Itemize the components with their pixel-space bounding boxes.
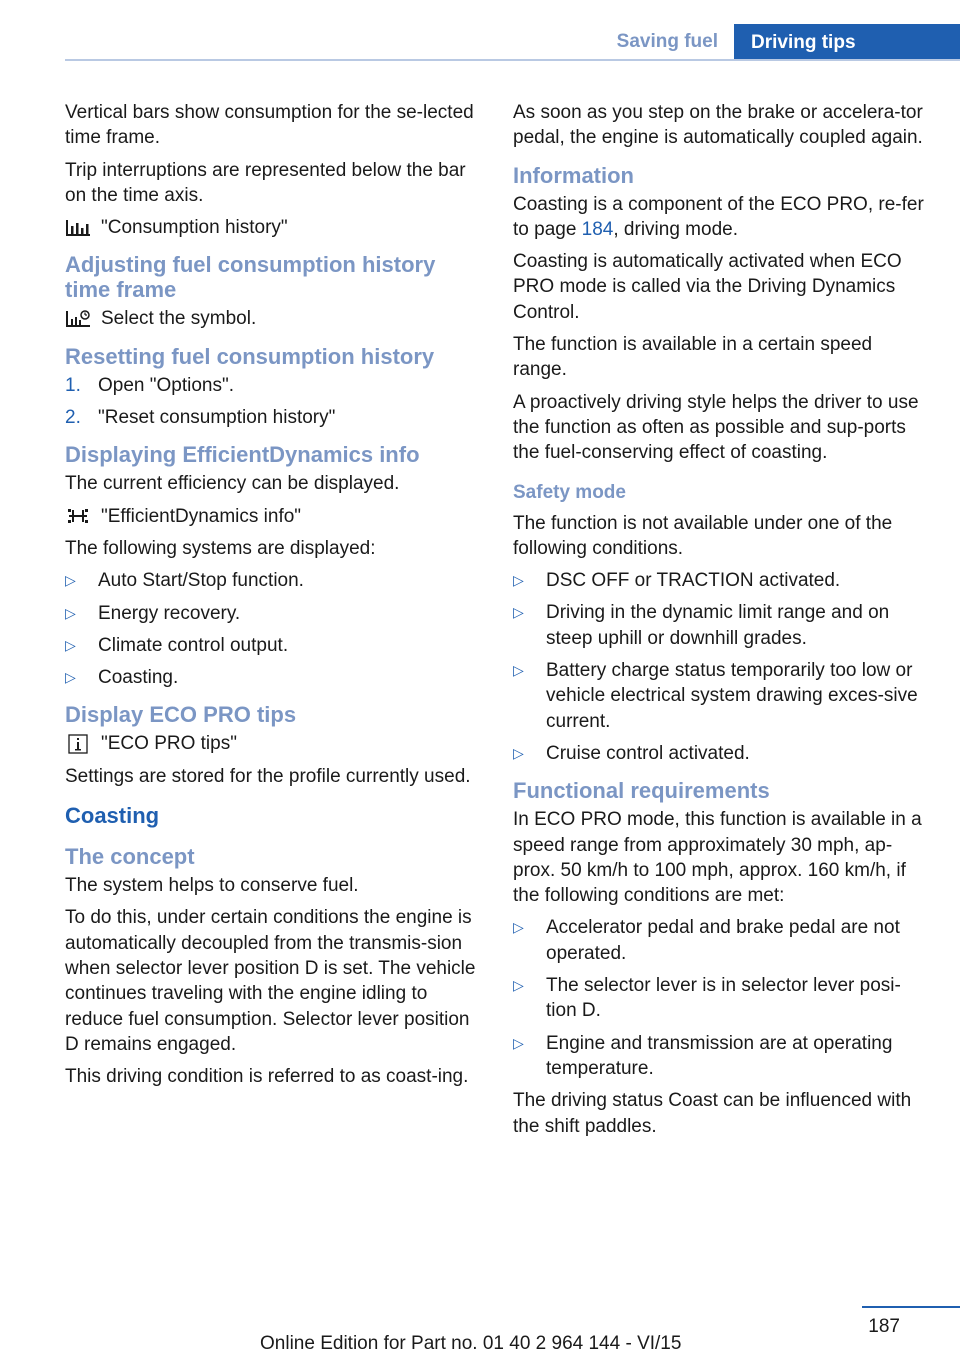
paragraph: As soon as you step on the brake or accelera-tor pedal, the engine is automatically coupled again. — [513, 102, 923, 149]
step-number: 1. — [65, 374, 81, 396]
bullet-icon: ▷ — [65, 669, 76, 686]
header-divider — [65, 59, 960, 61]
item-text: DSC OFF or TRACTION activated. — [546, 570, 841, 592]
eco-pro-tips-line — [65, 731, 480, 756]
item-text: Energy recovery. — [98, 602, 241, 624]
list-item — [65, 373, 480, 398]
systems-list — [65, 568, 480, 690]
list-item — [513, 568, 928, 593]
item-text: Climate control output. — [98, 634, 289, 656]
paragraph: The function is available in a certain speed range. — [513, 334, 873, 381]
bullet-icon: ▷ — [513, 1034, 524, 1051]
list-item — [513, 658, 928, 734]
text: Coasting is a component of the ECO PRO, re-fer to page — [513, 193, 924, 240]
page-number: 187 — [868, 1316, 900, 1337]
heading-reset-history: Resetting fuel consumption history — [65, 343, 435, 369]
list-item — [513, 600, 928, 651]
paragraph: Settings are stored for the profile currently used. — [65, 765, 471, 787]
step-text: "Reset consumption history" — [98, 407, 336, 429]
consumption-history-line — [65, 215, 480, 240]
paragraph: In ECO PRO mode, this function is available in a speed range from approximately 30 mph, ap-prox. 50 km/h to 100 mph, approx. 160 km/h, if the following conditions are met: — [513, 809, 922, 907]
paragraph: The driving status Coast can be influenced with the shift paddles. — [513, 1090, 912, 1137]
list-item — [513, 741, 928, 766]
heading-functional-requirements: Functional requirements — [513, 778, 770, 804]
time-frame-icon — [65, 309, 91, 329]
item-text: Driving in the dynamic limit range and on steep uphill or downhill grades. — [546, 602, 890, 649]
left-column — [65, 100, 480, 1096]
list-item — [65, 633, 480, 658]
item-text: Accelerator pedal and brake pedal are not operated. — [546, 917, 900, 964]
item-text: Engine and transmission are at operating temperature. — [546, 1032, 893, 1079]
bullet-icon: ▷ — [513, 572, 524, 589]
page-link[interactable]: 184 — [581, 218, 614, 240]
paragraph: Vertical bars show consumption for the se-lected time frame. — [65, 102, 474, 149]
list-item — [65, 601, 480, 626]
select-symbol-line — [65, 306, 480, 331]
paragraph: To do this, under certain conditions the engine is automatically decoupled from the transmis-sion when selector lever position D is set. The vehicle continues traveling with the engine idling to reduce fuel consumption. Selector lever position D remains engaged. — [65, 907, 476, 1055]
edition-footer: Online Edition for Part no. 01 40 2 964 144 - VI/15 — [260, 1333, 682, 1354]
heading-safety-mode: Safety mode — [513, 481, 626, 503]
footer-divider — [862, 1306, 960, 1308]
item-text: Cruise control activated. — [546, 742, 750, 764]
page-header — [65, 0, 960, 62]
consumption-history-icon — [65, 218, 91, 238]
paragraph: Trip interruptions are represented below the bar on the time axis. — [65, 159, 466, 206]
paragraph: The following systems are displayed: — [65, 537, 376, 559]
heading-eco-pro-tips: Display ECO PRO tips — [65, 702, 297, 728]
paragraph: Coasting is automatically activated when ECO PRO mode is called via the Driving Dynamics Control. — [513, 251, 902, 323]
heading-adjust-time-frame: Adjusting fuel consumption history time frame — [65, 252, 436, 303]
bullet-icon: ▷ — [513, 744, 524, 761]
bullet-icon: ▷ — [65, 572, 76, 589]
list-item — [65, 405, 480, 430]
header-section-label[interactable]: Saving fuel — [616, 31, 718, 52]
paragraph: This driving condition is referred to as coast-ing. — [65, 1066, 469, 1088]
bullet-icon: ▷ — [513, 604, 524, 621]
list-item — [65, 568, 480, 593]
item-text: Coasting. — [98, 667, 179, 689]
efficientdynamics-icon — [65, 506, 91, 526]
text: , driving mode. — [613, 218, 738, 240]
list-item — [513, 1031, 928, 1082]
step-text: Open "Options". — [98, 374, 235, 396]
bullet-icon: ▷ — [513, 919, 524, 936]
bullet-icon: ▷ — [65, 636, 76, 653]
icon-caption: Select the symbol. — [101, 308, 257, 330]
bullet-icon: ▷ — [513, 977, 524, 994]
safety-conditions-list — [513, 568, 928, 766]
list-item — [513, 915, 928, 966]
reset-steps-list — [65, 373, 480, 431]
list-item — [513, 973, 928, 1024]
paragraph: The system helps to conserve fuel. — [65, 875, 359, 897]
header-chapter-tab[interactable]: Driving tips — [734, 24, 960, 61]
icon-caption: "Consumption history" — [101, 217, 288, 239]
paragraph: The current efficiency can be displayed. — [65, 473, 400, 495]
list-item — [65, 665, 480, 690]
item-text: Auto Start/Stop function. — [98, 570, 304, 592]
paragraph — [513, 192, 928, 243]
heading-the-concept: The concept — [65, 844, 195, 870]
right-column — [513, 100, 928, 1146]
heading-information: Information — [513, 162, 634, 188]
bullet-icon: ▷ — [513, 662, 524, 679]
icon-caption: "ECO PRO tips" — [101, 733, 237, 755]
item-text: Battery charge status temporarily too low or vehicle electrical system drawing exces-sive current. — [546, 660, 918, 732]
heading-coasting: Coasting — [65, 803, 160, 829]
step-number: 2. — [65, 407, 81, 429]
heading-efficientdynamics: Displaying EfficientDynamics info — [65, 442, 420, 468]
paragraph: The function is not available under one of the following conditions. — [513, 512, 893, 559]
info-icon — [65, 734, 91, 754]
item-text: The selector lever is in selector lever posi-tion D. — [546, 975, 901, 1022]
icon-caption: "EfficientDynamics info" — [101, 505, 302, 527]
efficientdynamics-line — [65, 504, 480, 529]
bullet-icon: ▷ — [65, 604, 76, 621]
requirements-list — [513, 915, 928, 1081]
paragraph: A proactively driving style helps the driver to use the function as often as possible and sup-ports the fuel-conserving effect of coasting. — [513, 391, 919, 464]
